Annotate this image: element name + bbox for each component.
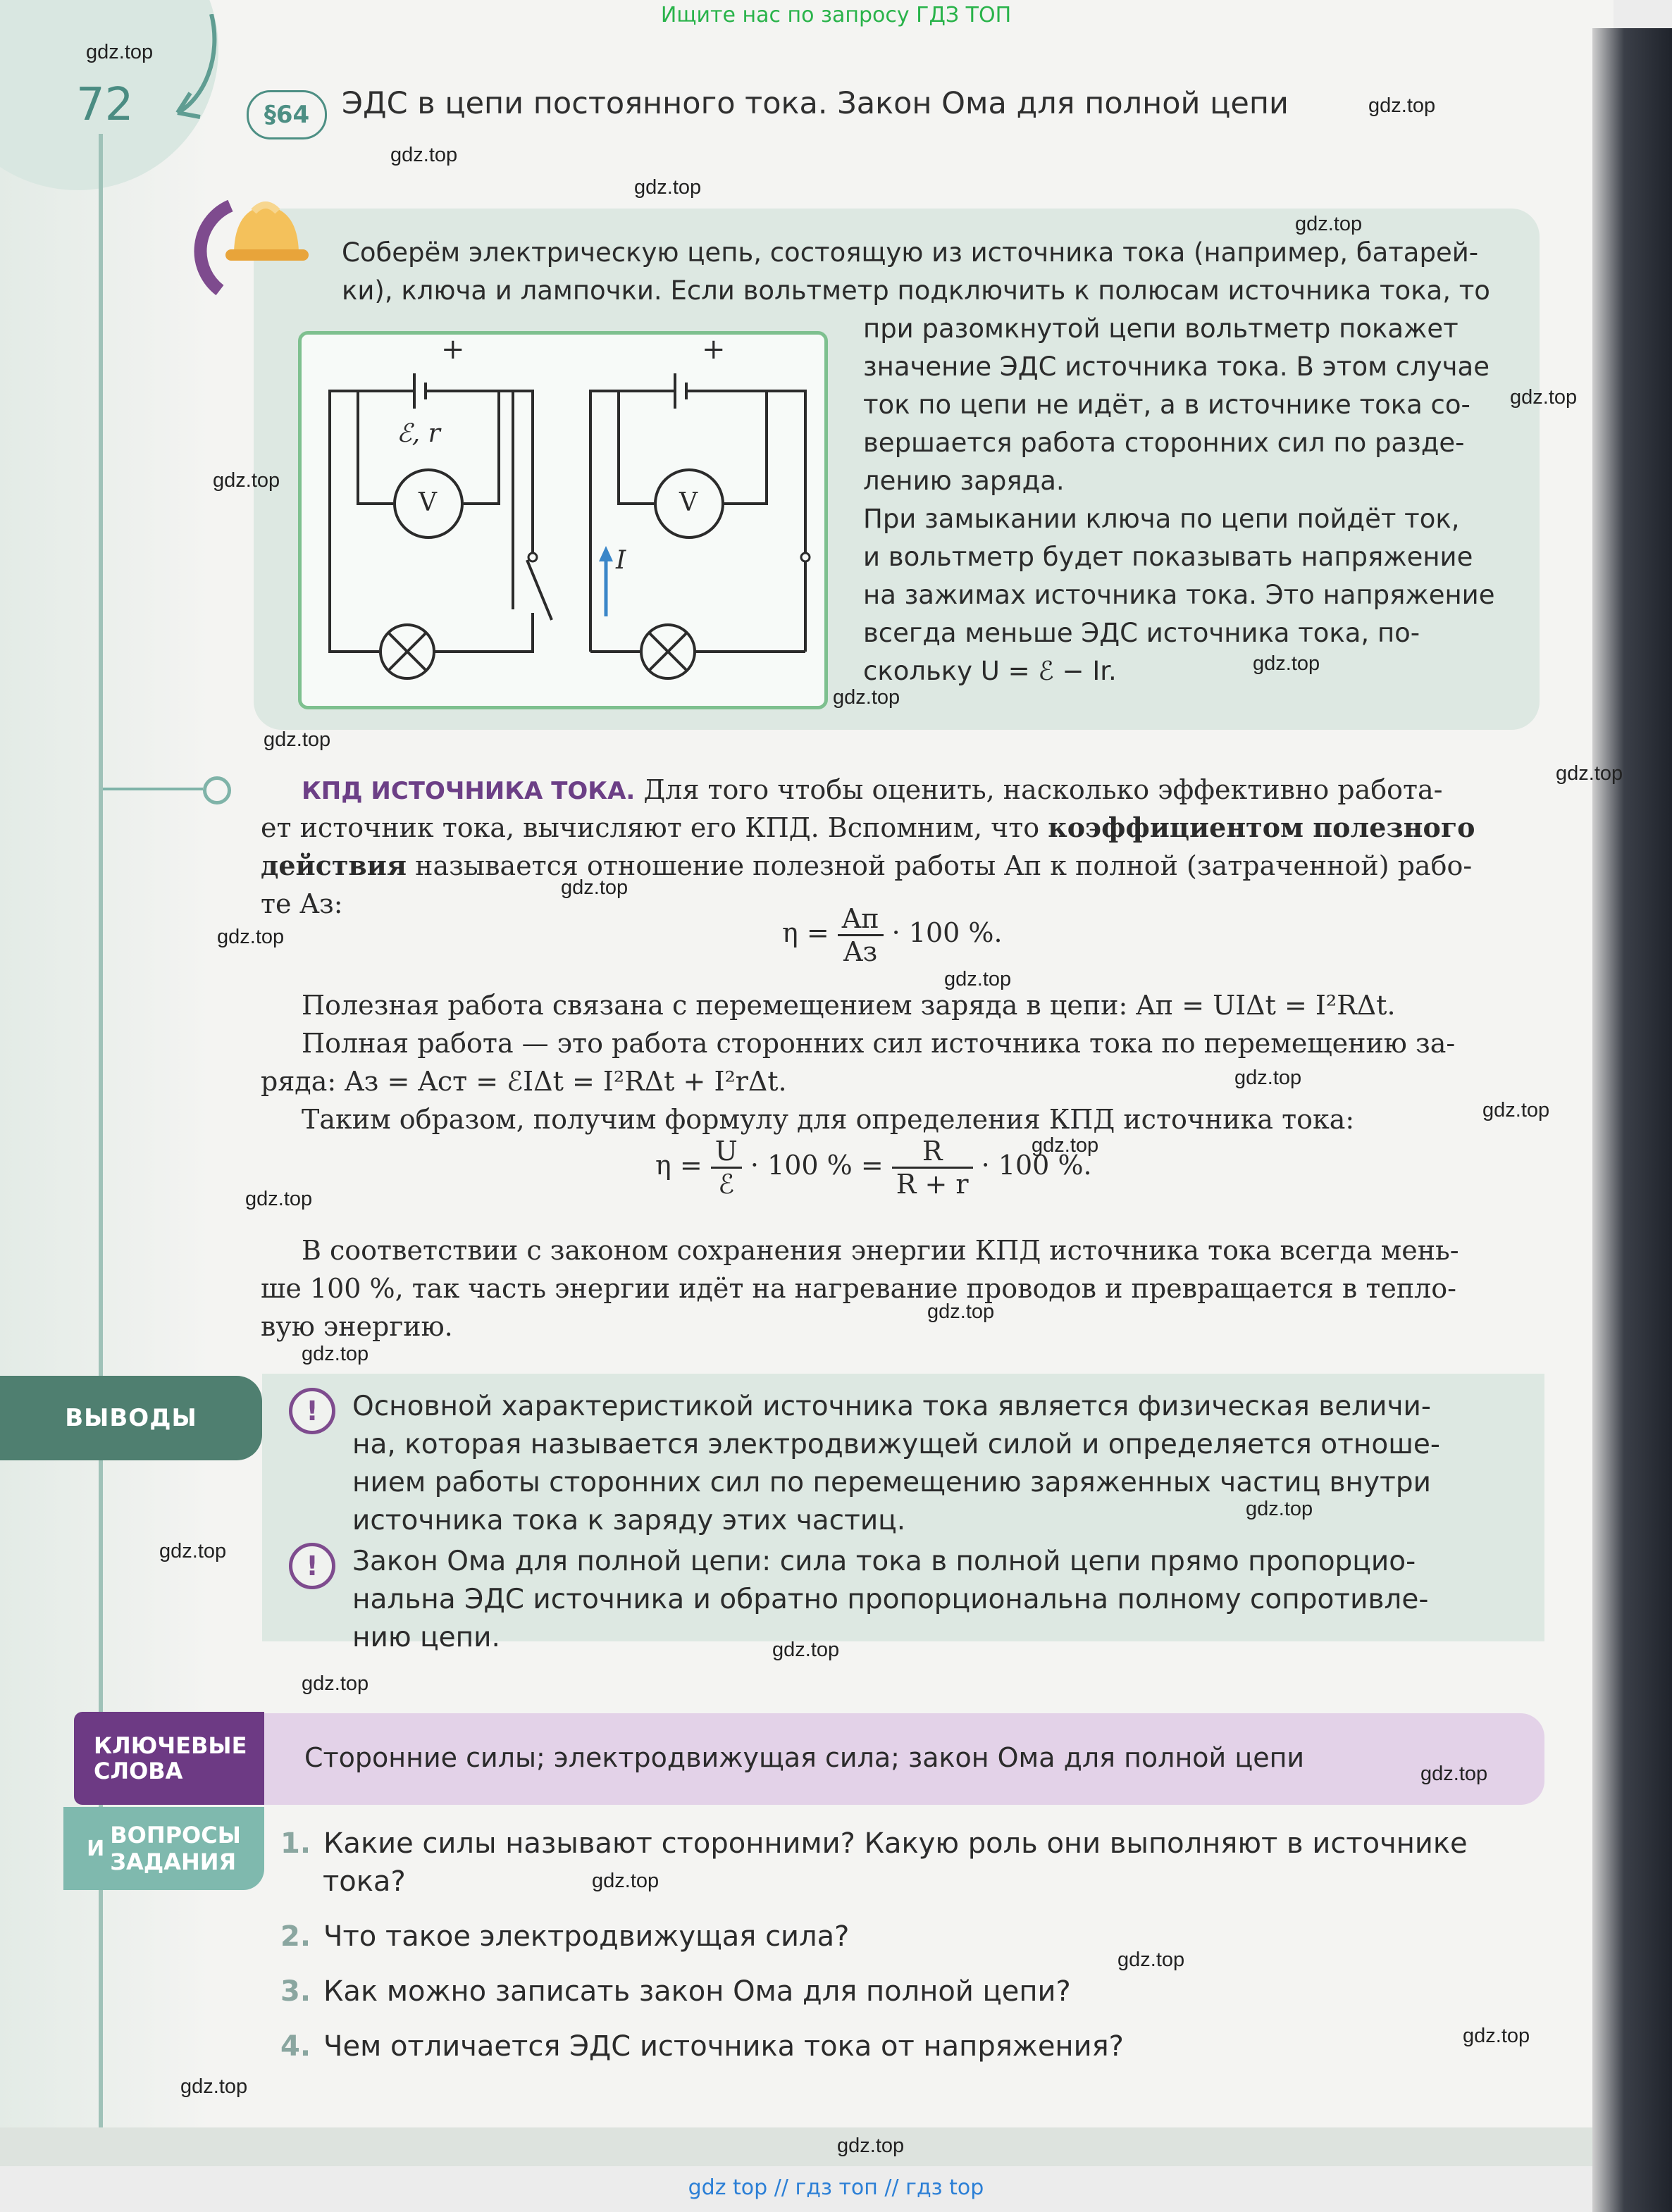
watermark: gdz.top xyxy=(1463,2025,1530,2047)
formula-lhs: η = xyxy=(782,917,829,948)
watermark-bottom-links[interactable]: gdz top // гдз топ // гдз top xyxy=(688,2175,984,2200)
conclusion-line: на, которая называется электродвижущей силой и определяется отноше- xyxy=(352,1429,1440,1460)
watermark: gdz.top xyxy=(592,1870,659,1892)
formula-rhs: · 100 %. xyxy=(891,917,1003,948)
question-item xyxy=(280,1918,849,1956)
keywords-tab-line: СЛОВА xyxy=(94,1758,183,1784)
questions-tab-line: ЗАДАНИЯ xyxy=(110,1848,237,1875)
conservation-line-1: В соответствии с законом сохранения энергии КПД источника тока всегда мень- xyxy=(302,1235,1459,1266)
questions-tab-line: ВОПРОСЫ xyxy=(110,1822,241,1848)
watermark: gdz.top xyxy=(561,876,628,899)
watermark: gdz.top xyxy=(634,176,702,199)
questions-tab-title xyxy=(110,1822,241,1875)
watermark: gdz.top xyxy=(213,469,280,492)
plus-sign-left: + xyxy=(441,333,465,366)
question-item xyxy=(280,1825,1468,1863)
kpd-line-3 xyxy=(261,847,1472,885)
section-badge: §64 xyxy=(247,90,327,139)
voltmeter-left-label: V xyxy=(419,488,437,517)
watermark: gdz.top xyxy=(1420,1763,1488,1785)
book-edge-shadow xyxy=(1592,28,1672,2212)
question-number: 1. xyxy=(280,1827,311,1860)
intro-right-line: лению заряда. xyxy=(863,466,1065,496)
intro-right-line: на зажимах источника тока. Это напряжение xyxy=(863,580,1495,610)
conservation-line-3: вую энергию. xyxy=(261,1311,453,1342)
question-item-cont: тока? xyxy=(323,1865,406,1898)
watermark: gdz.top xyxy=(1482,1099,1550,1121)
kpd-term: коэффициентом полезного xyxy=(1048,812,1475,843)
helmet-icon xyxy=(192,185,311,304)
section-title: ЭДС в цепи постоянного тока. Закон Ома для полной цепи xyxy=(342,86,1289,121)
watermark: gdz.top xyxy=(1117,1949,1185,1971)
conclusion-line: нию цепи. xyxy=(352,1622,500,1653)
questions-tab-prefix: И xyxy=(87,1836,105,1861)
watermark: gdz.top xyxy=(264,728,331,751)
watermark: gdz.top xyxy=(390,144,458,166)
watermark: gdz.top xyxy=(1246,1498,1313,1520)
watermark: gdz.top xyxy=(1032,1134,1099,1157)
watermark: gdz.top xyxy=(837,2135,905,2157)
intro-right-line: При замыкании ключа по цепи пойдёт ток, xyxy=(863,504,1460,534)
watermark: gdz.top xyxy=(944,968,1012,990)
watermark: gdz.top xyxy=(1234,1067,1302,1089)
numerator: R xyxy=(892,1136,973,1169)
watermark: gdz.top xyxy=(302,1672,369,1695)
watermark: gdz.top xyxy=(217,926,285,948)
keywords-tab xyxy=(74,1712,264,1805)
watermark: gdz.top xyxy=(1368,94,1436,117)
fraction xyxy=(711,1136,742,1200)
bottom-strip xyxy=(0,2127,1614,2166)
denominator: ℰ xyxy=(718,1169,735,1200)
intro-right-line: ток по цепи не идёт, а в источнике тока со- xyxy=(863,390,1470,420)
circuit-diagram-svg xyxy=(302,335,824,706)
question-number: 4. xyxy=(280,2030,311,2063)
current-label: I xyxy=(616,546,626,575)
exclamation-icon: ! xyxy=(289,1388,335,1434)
watermark: gdz.top xyxy=(1295,213,1363,235)
watermark: gdz.top xyxy=(86,41,154,63)
questions-tab xyxy=(63,1807,264,1890)
watermark: gdz.top xyxy=(245,1188,313,1210)
watermark: gdz.top xyxy=(772,1639,840,1661)
conclusion-line: Закон Ома для полной цепи: сила тока в полной цепи прямо пропорцио- xyxy=(352,1546,1416,1577)
watermark: gdz.top xyxy=(302,1343,369,1365)
fraction xyxy=(838,903,884,967)
watermark: gdz.top xyxy=(159,1540,227,1562)
question-text: Как можно записать закон Ома для полной цепи? xyxy=(323,1975,1071,2008)
intro-right-line: вершается работа сторонних сил по разде- xyxy=(863,428,1465,458)
useful-work-line: Полезная работа связана с перемещением заряда в цепи: Aп = UIΔt = I²RΔt. xyxy=(302,990,1396,1021)
voltmeter-right-label: V xyxy=(679,488,698,517)
numerator: Aп xyxy=(838,903,884,936)
conclusion-line: нальна ЭДС источника и обратно пропорциональна полному сопротивле- xyxy=(352,1584,1429,1615)
formula-rhs: · 100 %. xyxy=(981,1150,1092,1181)
intro-right-line: и вольтметр будет показывать напряжение xyxy=(863,542,1473,572)
question-number: 3. xyxy=(280,1975,311,2008)
kpd-line-4: те Aз: xyxy=(261,888,343,919)
kpd-term-cont: действия xyxy=(261,850,407,881)
numerator: U xyxy=(711,1136,742,1169)
intro-right-line: скольку U = ℰ − Ir. xyxy=(863,656,1117,686)
question-text: Что такое электродвижущая сила? xyxy=(323,1920,850,1953)
intro-right-column xyxy=(863,310,1497,690)
kpd-line-1 xyxy=(302,771,1443,810)
kpd-text: ет источник тока, вычисляют его КПД. Вспомним, что xyxy=(261,812,1040,843)
keywords-text: Сторонние силы; электродвижущая сила; закон Ома для полной цепи xyxy=(304,1742,1305,1773)
watermark: gdz.top xyxy=(833,686,900,709)
intro-right-line: всегда меньше ЭДС источника тока, по- xyxy=(863,618,1420,648)
question-item xyxy=(280,1972,1071,2011)
denominator: Aз xyxy=(843,936,878,967)
watermark: gdz.top xyxy=(1510,386,1578,409)
conclusion-line: нием работы сторонних сил по перемещению заряженных частиц внутри xyxy=(352,1467,1431,1498)
question-number: 2. xyxy=(280,1920,311,1953)
full-work-line-2: ряда: Aз = Aст = ℰIΔt = I²RΔt + I²rΔt. xyxy=(261,1066,787,1097)
kpd-heading: КПД ИСТОЧНИКА ТОКА. xyxy=(302,777,636,805)
keywords-tab-line: КЛЮЧЕВЫЕ xyxy=(94,1732,247,1759)
thus-line: Таким образом, получим формулу для определения КПД источника тока: xyxy=(302,1104,1355,1135)
timeline-dot xyxy=(203,776,231,804)
circuit-diagram xyxy=(298,331,828,709)
timeline-connector xyxy=(103,788,203,790)
watermark: gdz.top xyxy=(1253,652,1320,675)
curved-arrow-icon xyxy=(169,14,233,127)
kpd-text: Для того чтобы оценить, насколько эффективно работа- xyxy=(643,774,1443,805)
watermark: gdz.top xyxy=(180,2075,248,2098)
conclusion-item-2 xyxy=(352,1543,1428,1657)
kpd-line-2 xyxy=(261,809,1475,847)
full-work-line-1: Полная работа — это работа сторонних сил источника тока по перемещению за- xyxy=(302,1028,1456,1059)
denominator: R + r xyxy=(896,1169,969,1200)
question-text: Какие силы называют сторонними? Какую роль они выполняют в источнике xyxy=(323,1827,1468,1860)
fraction xyxy=(892,1136,973,1200)
kpd-text: называется отношение полезной работы Aп к полной (затраченной) рабо- xyxy=(415,850,1473,881)
watermark-top-search[interactable]: Ищите нас по запросу ГДЗ ТОП xyxy=(660,3,1012,27)
intro-line-1: Соберём электрическую цепь, состоящую из источника тока (например, батарей- xyxy=(342,237,1479,268)
conclusions-tab: ВЫВОДЫ xyxy=(0,1376,262,1460)
exclamation-icon: ! xyxy=(289,1543,335,1589)
plus-sign-right: + xyxy=(702,333,726,366)
conclusion-line: источника тока к заряду этих частиц. xyxy=(352,1505,906,1536)
intro-right-line: значение ЭДС источника тока. В этом случае xyxy=(863,352,1490,382)
formula-efficiency-resistance xyxy=(655,1136,1092,1200)
conservation-line-2: ше 100 %, так часть энергии идёт на нагревание проводов и превращается в тепло- xyxy=(261,1273,1457,1304)
emf-label: ℰ, r xyxy=(397,419,440,448)
question-item xyxy=(280,2027,1124,2065)
intro-right-line: при разомкнутой цепи вольтметр покажет xyxy=(863,313,1459,344)
watermark: gdz.top xyxy=(927,1300,995,1323)
question-text: Чем отличается ЭДС источника тока от напряжения? xyxy=(323,2030,1124,2063)
page-number: 72 xyxy=(76,79,134,131)
formula-efficiency-work xyxy=(782,903,1003,967)
formula-mid: · 100 % = xyxy=(750,1150,884,1181)
formula-lhs: η = xyxy=(655,1150,702,1181)
intro-line-2: ки), ключа и лампочки. Если вольтметр подключить к полюсам источника тока, то xyxy=(342,275,1490,306)
watermark: gdz.top xyxy=(1556,762,1623,785)
conclusion-line: Основной характеристикой источника тока является физическая величи- xyxy=(352,1391,1431,1422)
